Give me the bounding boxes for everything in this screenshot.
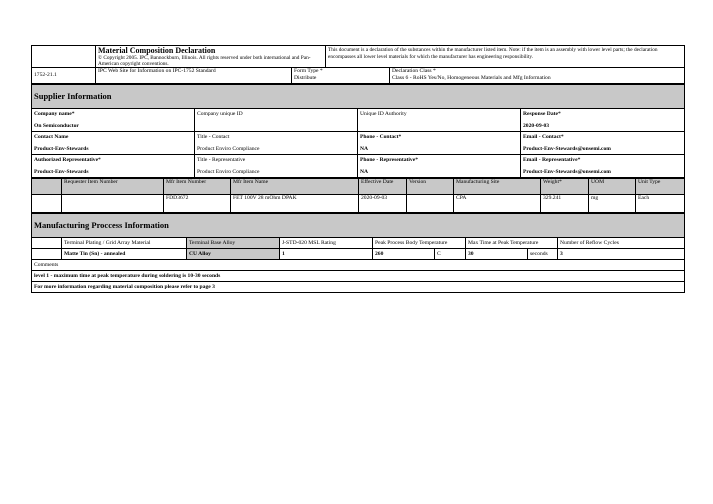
base-alloy-value: CU Alloy [187, 249, 280, 260]
rep-name-cell [32, 155, 195, 178]
company-name-label: Company name* [34, 111, 75, 117]
form-type-label: Form Type * [294, 68, 323, 74]
rep-phone-label: Phone - Representative* [360, 157, 418, 163]
company-id-cell [195, 109, 358, 132]
rep-title-label: Title - Representative [197, 157, 246, 163]
rep-email-label: Email - Representative* [523, 157, 581, 163]
title-cell [96, 46, 326, 68]
item-header: Mfr Item Number [164, 179, 231, 195]
manufacturing-section-title: Manufacturing Proccess Information [32, 214, 685, 238]
item-cell: 329.241 [541, 195, 589, 213]
declaration-class-label: Declaration Class * [392, 68, 436, 74]
contact-name-cell [32, 132, 195, 155]
contact-email-value[interactable]: Product-Env-Stewards@onsemi.com [523, 146, 611, 152]
description-text: This document is a declaration of the substances within the manufacturer listed item. Note: if the item is an assembly with lower level parts; the declaration encompasses all lower level materials for which the manufacturer has engineering responsibility. [326, 46, 685, 68]
company-name-value: On Semiconductor [34, 123, 79, 129]
supplier-table [31, 84, 685, 178]
rep-email-value[interactable]: Product-Env-Stewards@onsemi.com [523, 169, 611, 175]
msl-rating-value: 1 [280, 249, 373, 260]
id-authority-cell [358, 109, 521, 132]
item-header: Mfr Item Name [231, 179, 359, 195]
response-date-value: 2020-09-03 [523, 123, 550, 129]
declaration-form [31, 45, 684, 293]
item-header: Weight* [541, 179, 589, 195]
max-time-unit: seconds [528, 249, 558, 260]
comments-label: Comments [32, 260, 685, 271]
copyright-text: © Copyright 2005. IPC, Bannockburn, Illinois. All rights reserved under both international and Pan-American copyright conventions. [98, 55, 311, 67]
contact-title-value: Product Enviro Compliance [197, 146, 260, 152]
form-type-value: Distribute [294, 75, 317, 81]
mfg-header: Max Time at Peak Temperature [466, 238, 558, 249]
table-row [32, 249, 685, 260]
contact-title-cell [195, 132, 358, 155]
comment-line: For more information regarding material composition please refer to page 3 [32, 282, 685, 293]
item-cell: CPA [454, 195, 541, 213]
item-cell: Each [636, 195, 685, 213]
peak-temp-unit: C [435, 249, 466, 260]
contact-title-label: Title - Contact [197, 134, 230, 140]
max-time-value: 30 [466, 249, 528, 260]
contact-name-value: Product-Env-Stewards [34, 146, 89, 152]
rep-phone-value: NA [360, 169, 369, 175]
item-cell: FDD3672 [164, 195, 231, 213]
rep-email-cell [521, 155, 685, 178]
item-cell-blank [32, 195, 62, 213]
item-cell [407, 195, 454, 213]
mfg-header: Number of Reflow Cycles [558, 238, 685, 249]
declaration-class-cell [390, 68, 685, 84]
manufacturing-table [31, 213, 685, 293]
item-header-blank [32, 179, 62, 195]
item-header: Manufacturing Site [454, 179, 541, 195]
form-title: Material Composition Declaration [98, 46, 216, 55]
rep-name-value: Product-Env-Stewards [34, 169, 89, 175]
form-type-cell [292, 68, 390, 84]
mfg-header-blank [32, 238, 62, 249]
mfg-header: J-STD-020 MSL Rating [280, 238, 373, 249]
item-cell: mg [589, 195, 636, 213]
mfg-header: Terminal Base Alloy [187, 238, 280, 249]
contact-phone-cell [358, 132, 521, 155]
rep-title-cell [195, 155, 358, 178]
company-id-label: Company unique ID [197, 111, 243, 117]
mfg-header: Terminal Plating / Grid Array Material [62, 238, 187, 249]
header-table [31, 45, 685, 84]
table-row [32, 195, 685, 213]
item-header: Version [407, 179, 454, 195]
comment-line: level 1 - maximum time at peak temperature during soldering is 10-30 seconds [32, 271, 685, 282]
response-date-label: Response Date* [523, 111, 561, 117]
company-name-cell [32, 109, 195, 132]
rep-phone-cell [358, 155, 521, 178]
standard-id: 1752-21.1 [32, 68, 96, 84]
item-cell: 2020-09-03 [359, 195, 407, 213]
item-header: Requester Item Number [62, 179, 164, 195]
item-table [31, 178, 685, 213]
declaration-class-value: Class 6 - RoHS Yes/No, Homogeneous Materials and Mfg Information [392, 75, 551, 81]
mfg-header: Peak Process Body Temperature [373, 238, 466, 249]
header-blank [32, 46, 96, 68]
mfg-cell-blank [32, 249, 62, 260]
website-note[interactable]: IPC Web Site for Information on IPC-1752 Standard [96, 68, 292, 84]
rep-title-value: Product Enviro Compliance [197, 169, 260, 175]
reflow-cycles-value: 3 [558, 249, 685, 260]
plating-value: Matte Tin (Sn) - annealed [62, 249, 187, 260]
rep-name-label: Authorized Representative* [34, 157, 101, 163]
id-authority-label: Unique ID Authority [360, 111, 407, 117]
item-header: Unit Type [636, 179, 685, 195]
item-header: Effective Date [359, 179, 407, 195]
contact-email-cell [521, 132, 685, 155]
item-header: UOM [589, 179, 636, 195]
contact-phone-value: NA [360, 146, 369, 152]
contact-phone-label: Phone - Contact* [360, 134, 402, 140]
contact-email-label: Email - Contact* [523, 134, 564, 140]
item-cell: FET 100V 28 mOhm DPAK [231, 195, 359, 213]
peak-temp-value: 260 [373, 249, 435, 260]
supplier-section-title: Supplier Information [32, 85, 685, 109]
contact-name-label: Contact Name [34, 134, 69, 140]
item-cell [62, 195, 164, 213]
response-date-cell [521, 109, 685, 132]
